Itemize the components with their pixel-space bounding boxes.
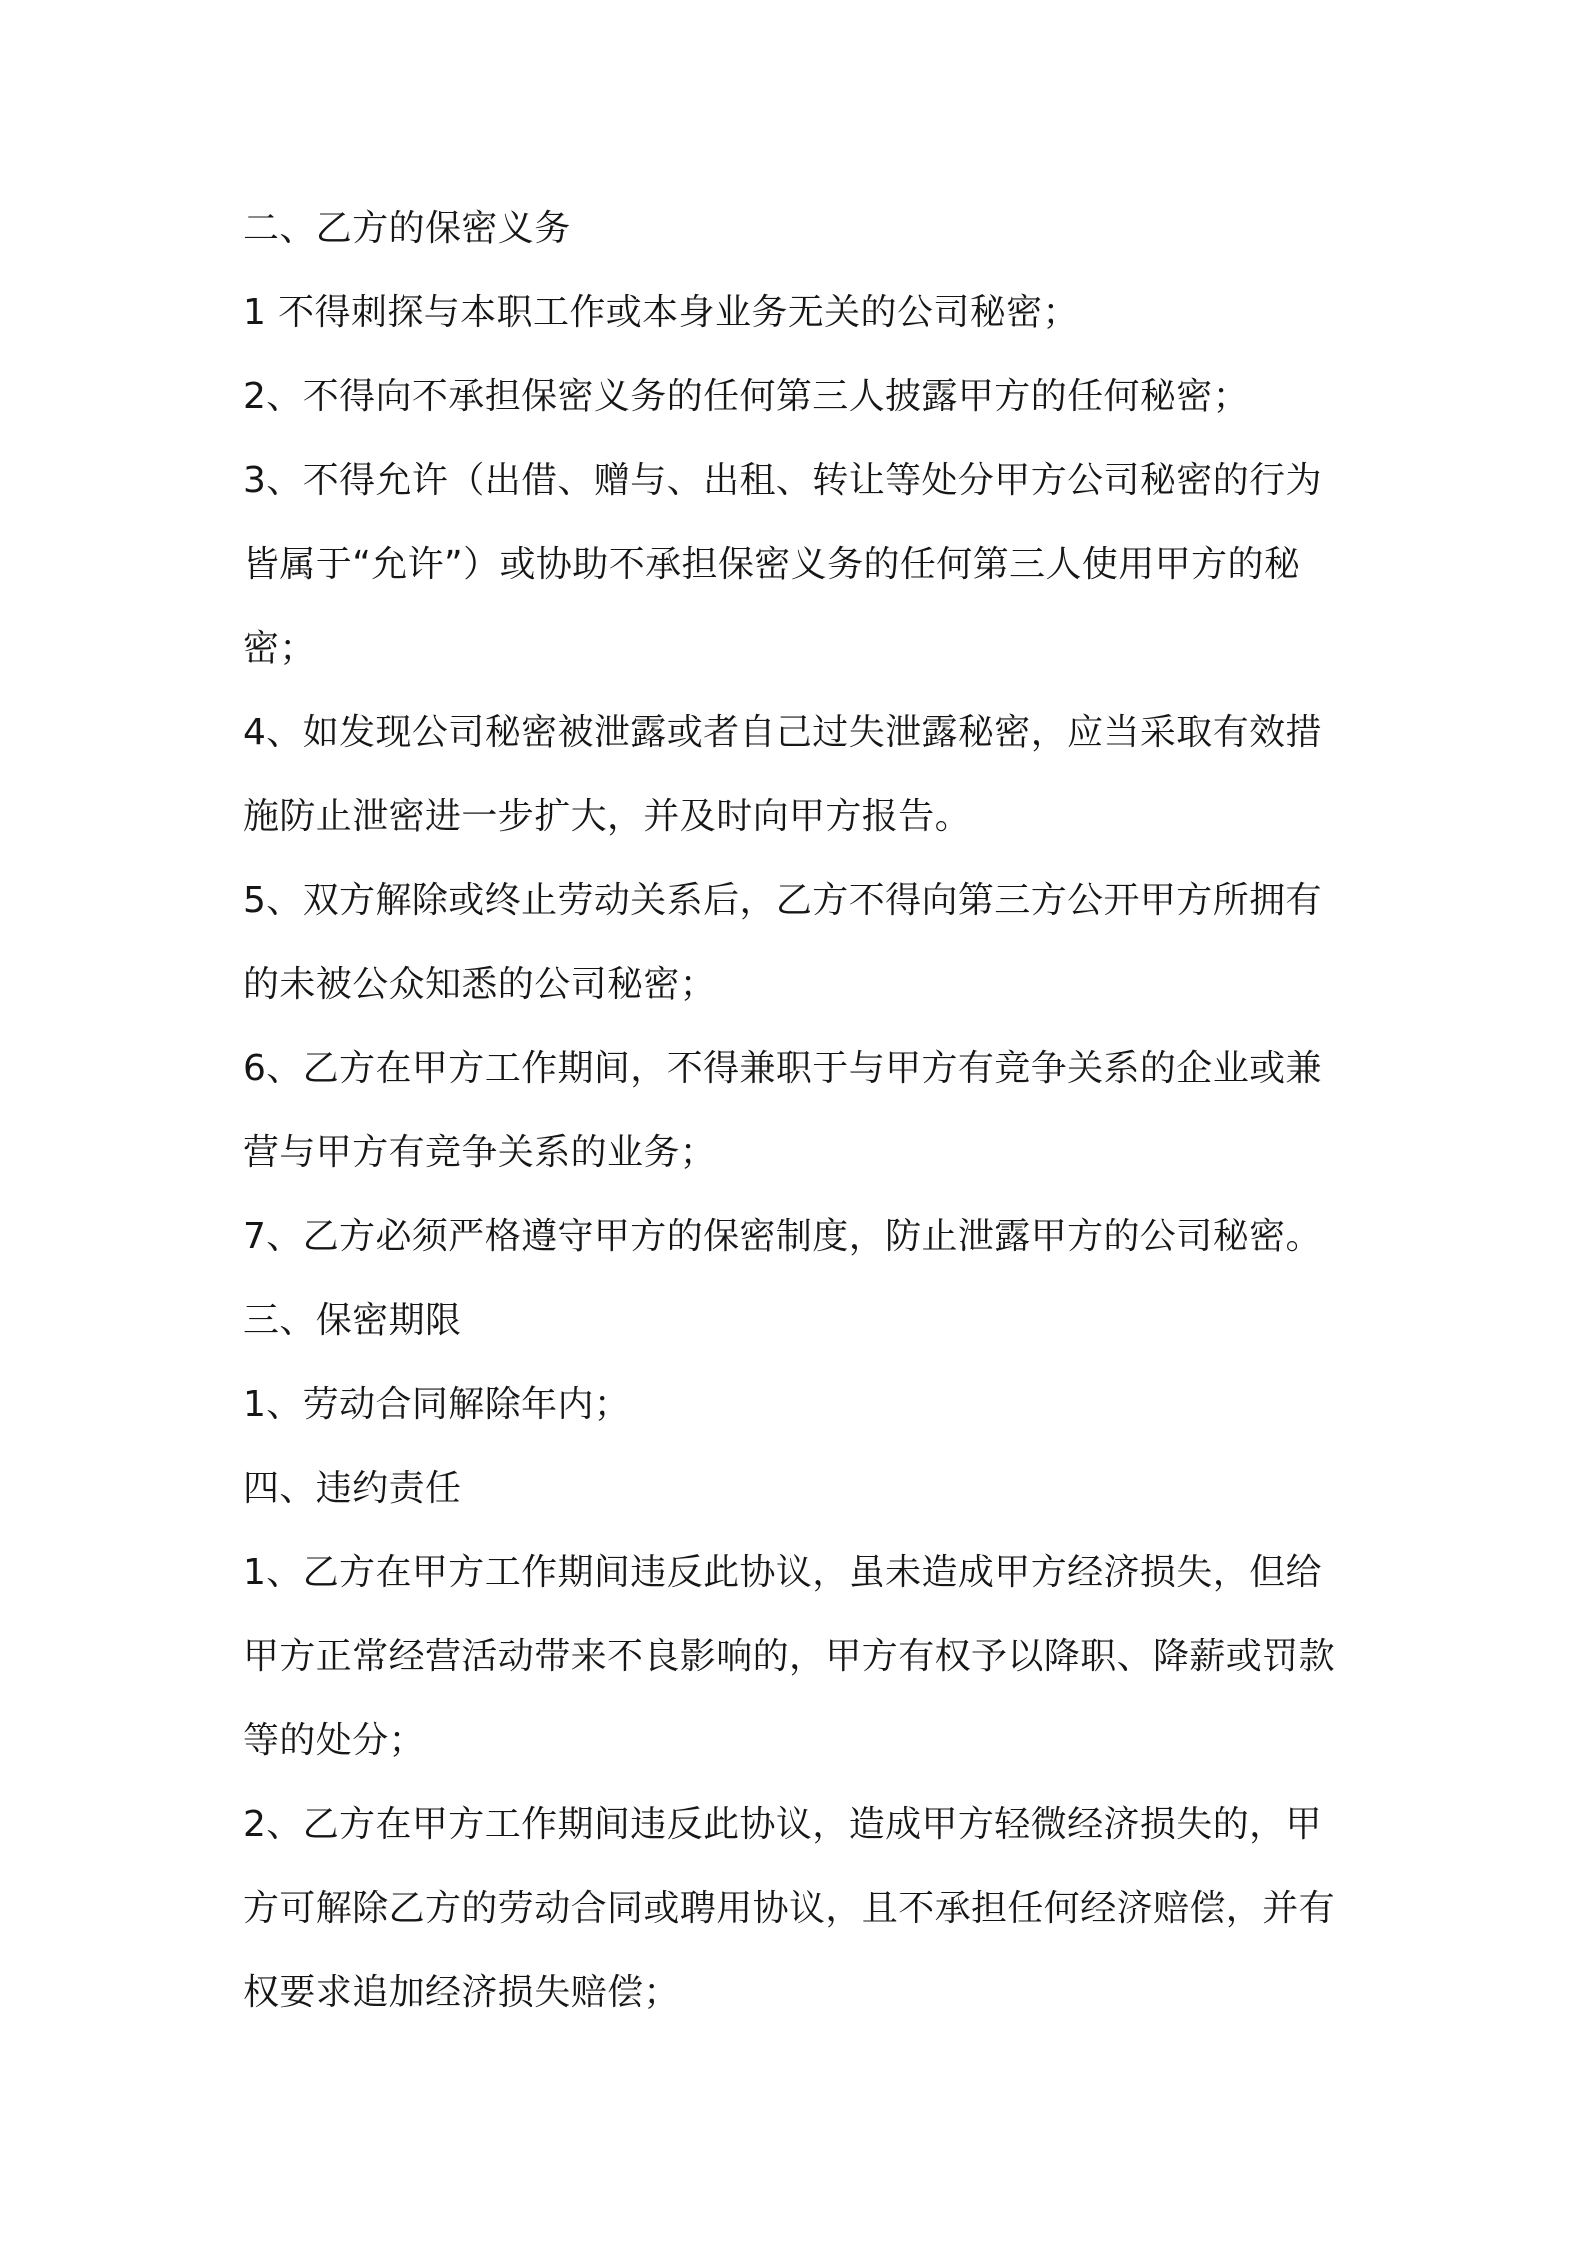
section-heading-4: 四、违约责任 xyxy=(243,1468,462,1509)
clause-line: 等的处分； xyxy=(243,1720,426,1761)
clause-line: 1、乙方在甲方工作期间违反此协议，虽未造成甲方经济损失，但给 xyxy=(243,1552,1322,1593)
clause-line: 7、乙方必须严格遵守甲方的保密制度，防止泄露甲方的公司秘密。 xyxy=(243,1216,1322,1257)
section-heading-3: 三、保密期限 xyxy=(243,1300,462,1341)
clause-line: 权要求追加经济损失赔偿； xyxy=(243,1972,680,2013)
clause-line: 3、不得允许（出借、赠与、出租、转让等处分甲方公司秘密的行为 xyxy=(243,460,1322,501)
clause-line: 5、双方解除或终止劳动关系后，乙方不得向第三方公开甲方所拥有 xyxy=(243,880,1322,921)
clause-line: 4、如发现公司秘密被泄露或者自己过失泄露秘密，应当采取有效措 xyxy=(243,712,1322,753)
clause-line: 方可解除乙方的劳动合同或聘用协议，且不承担任何经济赔偿，并有 xyxy=(243,1888,1336,1929)
clause-line: 的未被公众知悉的公司秘密； xyxy=(243,964,717,1005)
clause-line: 2、乙方在甲方工作期间违反此协议，造成甲方轻微经济损失的，甲 xyxy=(243,1804,1322,1845)
clause-line: 营与甲方有竞争关系的业务； xyxy=(243,1132,717,1173)
clause-line: 1、劳动合同解除年内； xyxy=(243,1384,631,1425)
section-heading-2: 二、乙方的保密义务 xyxy=(243,208,571,249)
clause-line: 6、乙方在甲方工作期间，不得兼职于与甲方有竞争关系的企业或兼 xyxy=(243,1048,1322,1089)
clause-line: 密； xyxy=(243,628,316,669)
clause-line: 甲方正常经营活动带来不良影响的，甲方有权予以降职、降薪或罚款 xyxy=(243,1636,1336,1677)
clause-line: 1 不得刺探与本职工作或本身业务无关的公司秘密； xyxy=(243,292,1079,333)
clause-line: 皆属于“允许”）或协助不承担保密义务的任何第三人使用甲方的秘 xyxy=(243,544,1301,585)
clause-line: 施防止泄密进一步扩大，并及时向甲方报告。 xyxy=(243,796,972,837)
clause-line: 2、不得向不承担保密义务的任何第三人披露甲方的任何秘密； xyxy=(243,376,1250,417)
